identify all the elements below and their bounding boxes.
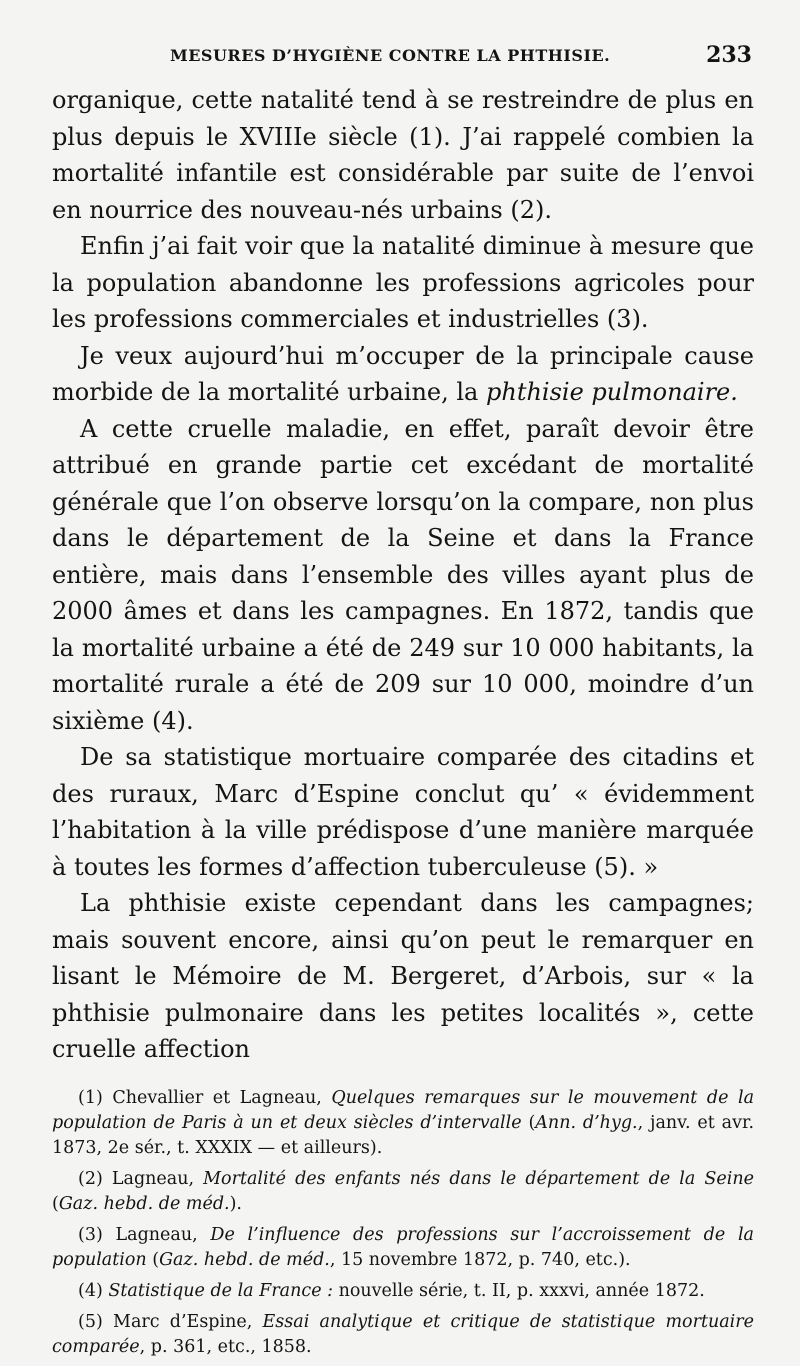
footnote-number: (3) xyxy=(78,1224,103,1245)
footnote-number: (5) xyxy=(78,1311,103,1332)
footnote-text: , janv. et avr. 1873, 2e sér., t. XXXIX — et ailleurs). xyxy=(52,1112,755,1158)
footnote-text: Chevallier et Lagneau, xyxy=(102,1087,332,1108)
footnote-1 xyxy=(52,1086,754,1161)
footnote-italic: Quelques remarques sur le mouvement de la population de Paris à un et deux siècles d’intervalle xyxy=(52,1087,755,1133)
footnote-text: ( xyxy=(52,1193,59,1214)
footnote-italic: Gaz. hebd. de méd. xyxy=(159,1249,330,1270)
footnote-italic: Essai analytique et critique de statistique mortuaire comparée xyxy=(52,1311,755,1357)
page-header xyxy=(52,38,754,84)
running-title: MESURES D’HYGIÈNE CONTRE LA PHTHISIE. xyxy=(170,46,611,65)
paragraph-1: organique, cette natalité tend à se restreindre de plus en plus depuis le XVIIIe siècle (1). J’ai rappelé combien la mortalité infantile est considérable par suite de l’envoi en nourrice des nouveau-nés urbains (2). xyxy=(52,86,754,224)
footnote-italic: Statistique de la France : xyxy=(108,1280,334,1301)
paragraph-3-italic: phthisie pulmonaire. xyxy=(486,378,738,406)
footnote-4 xyxy=(52,1279,754,1304)
footnote-text: ( xyxy=(521,1112,536,1133)
footnote-text: Lagneau, xyxy=(102,1168,204,1189)
footnote-number: (1) xyxy=(78,1087,103,1108)
paragraph-2: Enfin j’ai fait voir que la natalité diminue à mesure que la population abandonne les professions agricoles pour les professions commerciales et industrielles (3). xyxy=(52,232,754,333)
paragraph-4: A cette cruelle maladie, en effet, paraît devoir être attribué en grande partie cet excédant de mortalité générale que l’on observe lorsqu’on la compare, non plus dans le département de la Seine et dans la France entière, mais dans l’ensemble des villes ayant plus de 2000 âmes et dans les campagnes. En 1872, tandis que la mortalité urbaine a été de 249 sur 10 000 habitants, la mortalité rurale a été de 209 sur 10 000, moindre d’un sixième (4). xyxy=(52,414,754,735)
footnotes xyxy=(52,1086,754,1360)
body-text xyxy=(52,82,754,1068)
footnote-number: (2) xyxy=(78,1168,103,1189)
footnote-number: (4) xyxy=(78,1280,103,1301)
paragraph-5: De sa statistique mortuaire comparée des citadins et des ruraux, Marc d’Espine conclut qu’ « évidemment l’habitation à la ville prédispose d’une manière marquée à toutes les formes d’affection tuberculeuse (5). » xyxy=(52,743,754,881)
footnote-text: Lagneau, xyxy=(102,1224,211,1245)
paragraph-3 xyxy=(52,338,754,411)
footnote-text: , p. 361, etc., 1858. xyxy=(139,1336,312,1357)
paragraph-3-text: Je veux aujourd’hui m’occuper de la principale cause morbide de la mortalité urbaine, la xyxy=(52,341,754,406)
footnote-3 xyxy=(52,1223,754,1273)
footnote-text: , 15 novembre 1872, p. 740, etc.). xyxy=(329,1249,631,1270)
book-page xyxy=(52,38,754,1366)
page-number: 233 xyxy=(706,42,752,68)
footnote-italic: Ann. d’hyg. xyxy=(535,1112,638,1133)
footnote-italic: Mortalité des enfants nés dans le département de la Seine xyxy=(203,1168,755,1189)
footnote-5 xyxy=(52,1310,754,1360)
footnote-italic: De l’influence des professions sur l’accroissement de la population xyxy=(52,1224,754,1270)
footnote-2 xyxy=(52,1167,754,1217)
footnote-text: ( xyxy=(146,1249,160,1270)
footnote-italic: Gaz. hebd. de méd. xyxy=(58,1193,230,1214)
footnote-text: Marc d’Espine, xyxy=(102,1311,263,1332)
paragraph-6: La phthisie existe cependant dans les campagnes; mais souvent encore, ainsi qu’on peut le remarquer en lisant le Mémoire de M. Bergeret, d’Arbois, sur « la phthisie pulmonaire dans les petites localités », cette cruelle affection xyxy=(52,889,754,1063)
footnote-text: ). xyxy=(229,1193,242,1214)
footnote-text: nouvelle série, t. II, p. xxxvi, année 1872. xyxy=(333,1280,705,1301)
